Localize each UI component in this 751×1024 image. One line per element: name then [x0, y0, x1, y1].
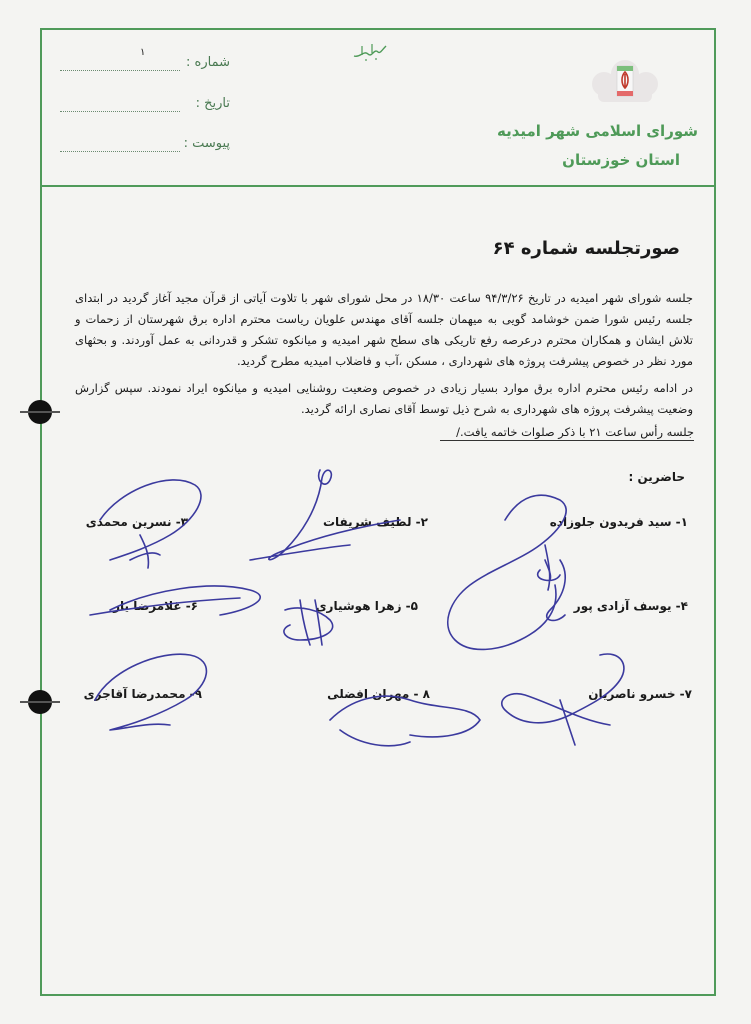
attendees-label: حاضرین :: [628, 470, 685, 484]
binder-mark: [20, 701, 60, 703]
attendee-9: ۹- محمدرضا آقاجری: [83, 687, 202, 701]
date-field: [60, 96, 230, 116]
paragraph-2: در ادامه رئیس محترم اداره برق موارد بسیار زیادی در خصوص وضعیت روشنایی امیدیه و میانکوه ایراد نمودند. سپس گزارش وضعیت پیشرفت پروژه های شهرداری به شرح ذیل توسط آقای نصاری ارائه گردید.: [75, 381, 693, 416]
date-label: تاریخ :: [195, 96, 230, 111]
dotted-line: [60, 151, 180, 152]
number-value: ۱: [140, 47, 146, 58]
document-title: صورتجلسه شماره ۶۴: [492, 238, 680, 259]
attendee-3: ۳- نسرین محمدی: [85, 515, 188, 529]
province-name: استان خوزستان: [562, 151, 680, 169]
attendee-5: ۵- زهرا هوشیاری: [315, 599, 418, 613]
closing-line: جلسه رأس ساعت ۲۱ با ذکر صلوات خاتمه یافت./: [440, 425, 694, 441]
organization-name: شورای اسلامی شهر امیدیه: [496, 122, 698, 140]
attendee-6: ۶- غلامرضا یار: [113, 599, 198, 613]
attachment-label: پیوست :: [183, 136, 230, 151]
dotted-line: [60, 111, 180, 112]
iran-emblem-icon: [590, 58, 660, 108]
binder-mark: [20, 411, 60, 413]
attendee-2: ۲- لطیف شریفات: [322, 515, 428, 529]
attendee-4: ۴- یوسف آزادی پور: [573, 599, 688, 613]
attendee-8: ۸ - مهران افضلی: [327, 687, 430, 701]
invocation-calligraphy-icon: [352, 40, 388, 64]
attendee-1: ۱- سید فریدون جلوزاده: [549, 515, 688, 529]
page-border: [40, 28, 716, 996]
number-label: شماره :: [186, 55, 230, 70]
attendee-7: ۷- خسرو ناصریان: [588, 687, 692, 701]
paragraph-1: جلسه شورای شهر امیدیه در تاریخ ۹۴/۳/۲۶ ساعت ۱۸/۳۰ در محل شورای شهر با تلاوت آیاتی از قرآن مجید آغاز گردید در ابتدای جلسه رئیس شورا ضمن خوشامد گویی به میهمان جلسه آقای مهندس علویان ریاست محترم اداره برق شهرستان از زحمات و تلاش ایشان و همکاران محترم درعرصه رفع تاریکی های سطح شهر امیدیه و میانکوه تشکر و قدردانی به عمل آوردند. و بحثهای مورد نظر در خصوص پیشرفت پروژه های شهرداری ، مسکن ،آب و فاضلاب امیدیه مطرح گردید.: [75, 291, 694, 368]
attachment-field: [60, 136, 230, 156]
header-divider: [40, 185, 716, 187]
number-field: [60, 47, 230, 75]
dotted-line: [60, 70, 180, 71]
